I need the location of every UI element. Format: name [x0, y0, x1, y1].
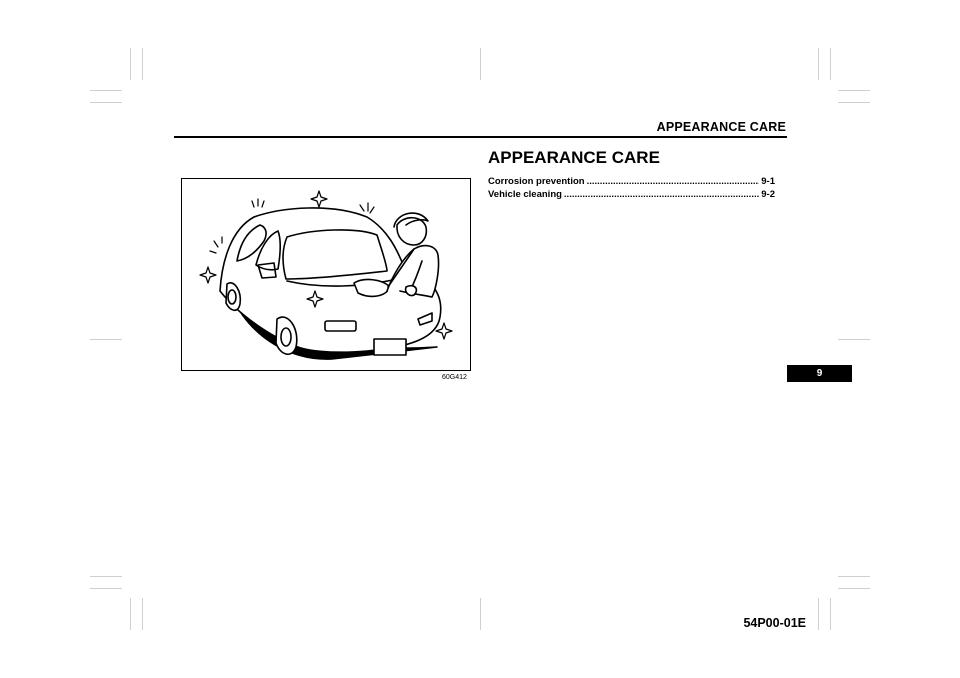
toc-leader-dots — [564, 189, 759, 200]
crop-mark — [838, 576, 870, 577]
toc-entry-vehicle-cleaning[interactable] — [488, 189, 775, 200]
crop-mark — [838, 339, 870, 340]
crop-mark — [90, 588, 122, 589]
figure-code: 60G412 — [442, 374, 467, 381]
car-washing-illustration — [182, 179, 472, 372]
section-title: APPEARANCE CARE — [488, 148, 660, 167]
crop-mark — [838, 588, 870, 589]
crop-mark — [90, 339, 122, 340]
crop-mark — [142, 598, 143, 630]
crop-mark — [130, 48, 131, 80]
header-rule — [174, 136, 787, 138]
crop-mark — [142, 48, 143, 80]
crop-mark — [830, 48, 831, 80]
crop-mark — [480, 598, 481, 630]
crop-mark — [838, 90, 870, 91]
crop-mark — [90, 102, 122, 103]
running-header: APPEARANCE CARE — [656, 120, 786, 134]
crop-mark — [818, 48, 819, 80]
crop-mark — [830, 598, 831, 630]
crop-mark — [480, 48, 481, 80]
crop-mark — [90, 90, 122, 91]
toc-label: Vehicle cleaning — [488, 189, 562, 200]
toc-leader-dots — [587, 176, 760, 187]
crop-mark — [130, 598, 131, 630]
chapter-tab: 9 — [787, 365, 852, 382]
toc-label: Corrosion prevention — [488, 176, 585, 187]
crop-mark — [838, 102, 870, 103]
toc-entry-corrosion-prevention[interactable] — [488, 176, 775, 187]
crop-mark — [90, 576, 122, 577]
toc-page: 9-2 — [761, 189, 775, 200]
figure-frame — [181, 178, 471, 371]
footer-code: 54P00-01E — [743, 616, 806, 630]
toc-page: 9-1 — [761, 176, 775, 187]
crop-mark — [818, 598, 819, 630]
